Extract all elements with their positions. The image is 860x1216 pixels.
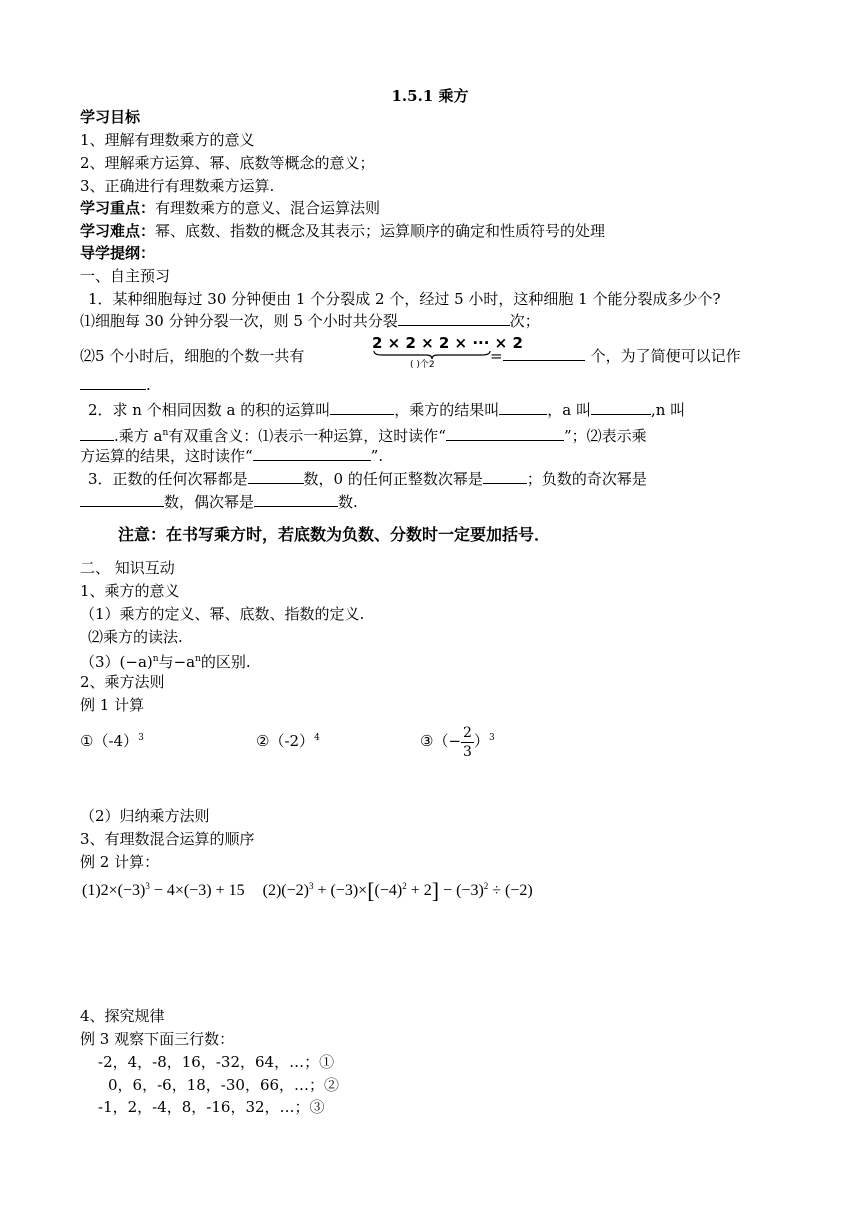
- example-1-part-b: [256, 728, 320, 751]
- answer-blank[interactable]: [483, 469, 527, 484]
- expr: ）: [473, 732, 489, 750]
- example-2-expressions: [82, 878, 533, 903]
- key-point-label: 学习重点：: [80, 199, 156, 217]
- answer-blank[interactable]: [398, 311, 510, 326]
- key-point: [80, 198, 380, 218]
- exponent: n: [162, 428, 169, 438]
- section-2-item: （2）归纳乘方法则: [80, 807, 210, 825]
- preview-question-2-line3: [80, 446, 383, 466]
- preview-question-1a: [80, 311, 540, 331]
- answer-blank[interactable]: [80, 426, 114, 441]
- left-bracket: [: [367, 878, 375, 903]
- example-2-label: 例 2 计算：: [80, 853, 160, 871]
- q2-text: 2．求 n 个相同因数 a 的积的运算叫: [88, 401, 331, 419]
- preview-question-1: 1．某种细胞每过 30 分钟便由 1 个分裂成 2 个，经过 5 小时，这种细胞 1 个能分裂成多少个?: [88, 290, 721, 308]
- outline-heading: 导学提纲：: [80, 244, 156, 262]
- preview-question-2-line2: [80, 423, 647, 446]
- answer-blank[interactable]: [591, 400, 651, 415]
- expr: + 2: [406, 882, 432, 899]
- section-1-item: [80, 649, 251, 672]
- note-text: 注意：在书写乘方时，若底数为负数、分数时一定要加括号．: [118, 525, 551, 544]
- q1a-suffix: 次；: [509, 312, 540, 330]
- denominator: 3: [463, 743, 472, 760]
- preview-question-1b: [80, 346, 304, 366]
- exponent: 3: [138, 733, 144, 743]
- expr: (2)(−2): [262, 882, 309, 899]
- exponent: n: [152, 654, 159, 664]
- example-3-label: 例 3 观察下面三行数：: [80, 1030, 235, 1048]
- answer-blank[interactable]: [446, 426, 564, 441]
- q2-text: 方运算的结果，这时读作“: [80, 447, 253, 465]
- s1-text: 与−a: [158, 653, 196, 671]
- q2-text: ”；⑵表示乘: [563, 427, 647, 445]
- product-expression: 2 × 2 × 2 × ··· × 2: [372, 334, 523, 352]
- number-row-3: -1，2，-4，8，-16，32，…；③: [98, 1098, 325, 1116]
- preview-question-3-line1: [88, 469, 647, 489]
- expr: + (−3)×: [313, 882, 368, 899]
- exponent: 4: [314, 733, 320, 743]
- section-4-heading: 4、探究规律: [80, 1007, 165, 1025]
- section-1-item: （1）乘方的定义、幂、底数、指数的定义.: [80, 605, 365, 623]
- q3-text: 3．正数的任何次幂都是: [88, 470, 248, 488]
- q2-text: 有双重含义：⑴表示一种运算，这时读作“: [168, 427, 446, 445]
- section-2-heading: 2、乘方法则: [80, 673, 165, 691]
- expr: − (−3): [439, 882, 484, 899]
- exponent: 2: [402, 881, 407, 891]
- expr: ③（−: [420, 732, 462, 750]
- interaction-heading: 二、 知识互动: [80, 559, 175, 577]
- product-count-label: ( )个2: [410, 360, 435, 370]
- key-point-text: 有理数乘方的意义、混合运算法则: [155, 199, 381, 217]
- expr: ②（-2）: [256, 732, 315, 750]
- answer-blank[interactable]: [254, 492, 338, 507]
- answer-blank[interactable]: [330, 400, 394, 415]
- answer-blank[interactable]: [80, 492, 164, 507]
- number-row-1: -2，4，-8，16，-32，64，…；①: [98, 1053, 335, 1071]
- q1b-text: ⑵5 个小时后，细胞的个数一共有: [80, 347, 305, 365]
- right-bracket: ]: [431, 878, 440, 903]
- page-title: 1.5.1 乘方: [391, 87, 469, 105]
- q1b-suffix: 个，为了简便可以记作: [590, 347, 741, 365]
- q3-text: ；负数的奇次幂是: [526, 470, 647, 488]
- answer-blank[interactable]: [503, 346, 585, 361]
- preview-question-3-line2: [80, 492, 358, 512]
- q2-text: ，乘方的结果叫: [394, 401, 500, 419]
- exponent: 3: [488, 733, 495, 743]
- answer-blank[interactable]: [499, 400, 547, 415]
- number-row-2: 0，6，-6，18，-30，66，…；②: [108, 1076, 340, 1094]
- example-1-part-a: [80, 728, 144, 751]
- s1-text: 的区别.: [200, 653, 251, 671]
- example-1-label: 例 1 计算: [80, 696, 145, 714]
- numerator: 2: [463, 724, 472, 741]
- s1-text: （3）(−a): [80, 653, 153, 671]
- answer-blank[interactable]: [80, 375, 146, 390]
- equals-sign: =: [490, 347, 503, 365]
- q2-text: ,n 叫: [650, 401, 686, 419]
- objective-item: 1、理解有理数乘方的意义: [80, 131, 255, 149]
- q2-text: ，a 叫: [547, 401, 591, 419]
- expr: − 4×(−3) + 15: [149, 882, 245, 899]
- exponent: 3: [308, 881, 314, 891]
- preview-question-2-line1: [88, 400, 685, 420]
- q3-text: 数，0 的任何正整数次幂是: [303, 470, 483, 488]
- q3-text: 数.: [338, 493, 358, 511]
- difficult-point-label: 学习难点：: [80, 222, 156, 240]
- fraction: [461, 724, 474, 761]
- exponent: n: [195, 654, 201, 664]
- difficult-point: [80, 221, 605, 241]
- q1a-text: ⑴细胞每 30 分钟分裂一次，则 5 个小时共分裂: [80, 312, 398, 330]
- objectives-heading: 学习目标: [80, 108, 141, 126]
- preview-question-1b-rest: [490, 346, 741, 366]
- preview-question-1b-tail: .: [80, 375, 151, 395]
- section-1-heading: 1、乘方的意义: [80, 582, 180, 600]
- expr: (−4): [374, 882, 403, 899]
- exponent: 2: [483, 881, 489, 891]
- preview-heading: 一、自主预习: [80, 267, 171, 285]
- objective-item: 2、理解乘方运算、幂、底数等概念的意义；: [80, 154, 375, 172]
- section-3-heading: 3、有理数混合运算的顺序: [80, 830, 255, 848]
- expr: ①（-4）: [80, 732, 139, 750]
- exponent: 3: [145, 881, 150, 891]
- objective-item: 3、正确进行有理数乘方运算.: [80, 177, 275, 195]
- section-1-item: ⑵乘方的读法.: [88, 628, 183, 646]
- q3-text: 数，偶次幂是: [164, 493, 255, 511]
- q2-text: .乘方 a: [114, 427, 163, 445]
- expr: ÷ (−2): [488, 882, 533, 899]
- expr: (1)2×(−3): [82, 882, 146, 899]
- answer-blank[interactable]: [253, 446, 371, 461]
- difficult-point-text: 幂、底数、指数的概念及其表示；运算顺序的确定和性质符号的处理: [155, 222, 606, 240]
- example-1-part-c: [420, 718, 495, 761]
- q2-text: ”.: [370, 447, 384, 465]
- answer-blank[interactable]: [248, 469, 304, 484]
